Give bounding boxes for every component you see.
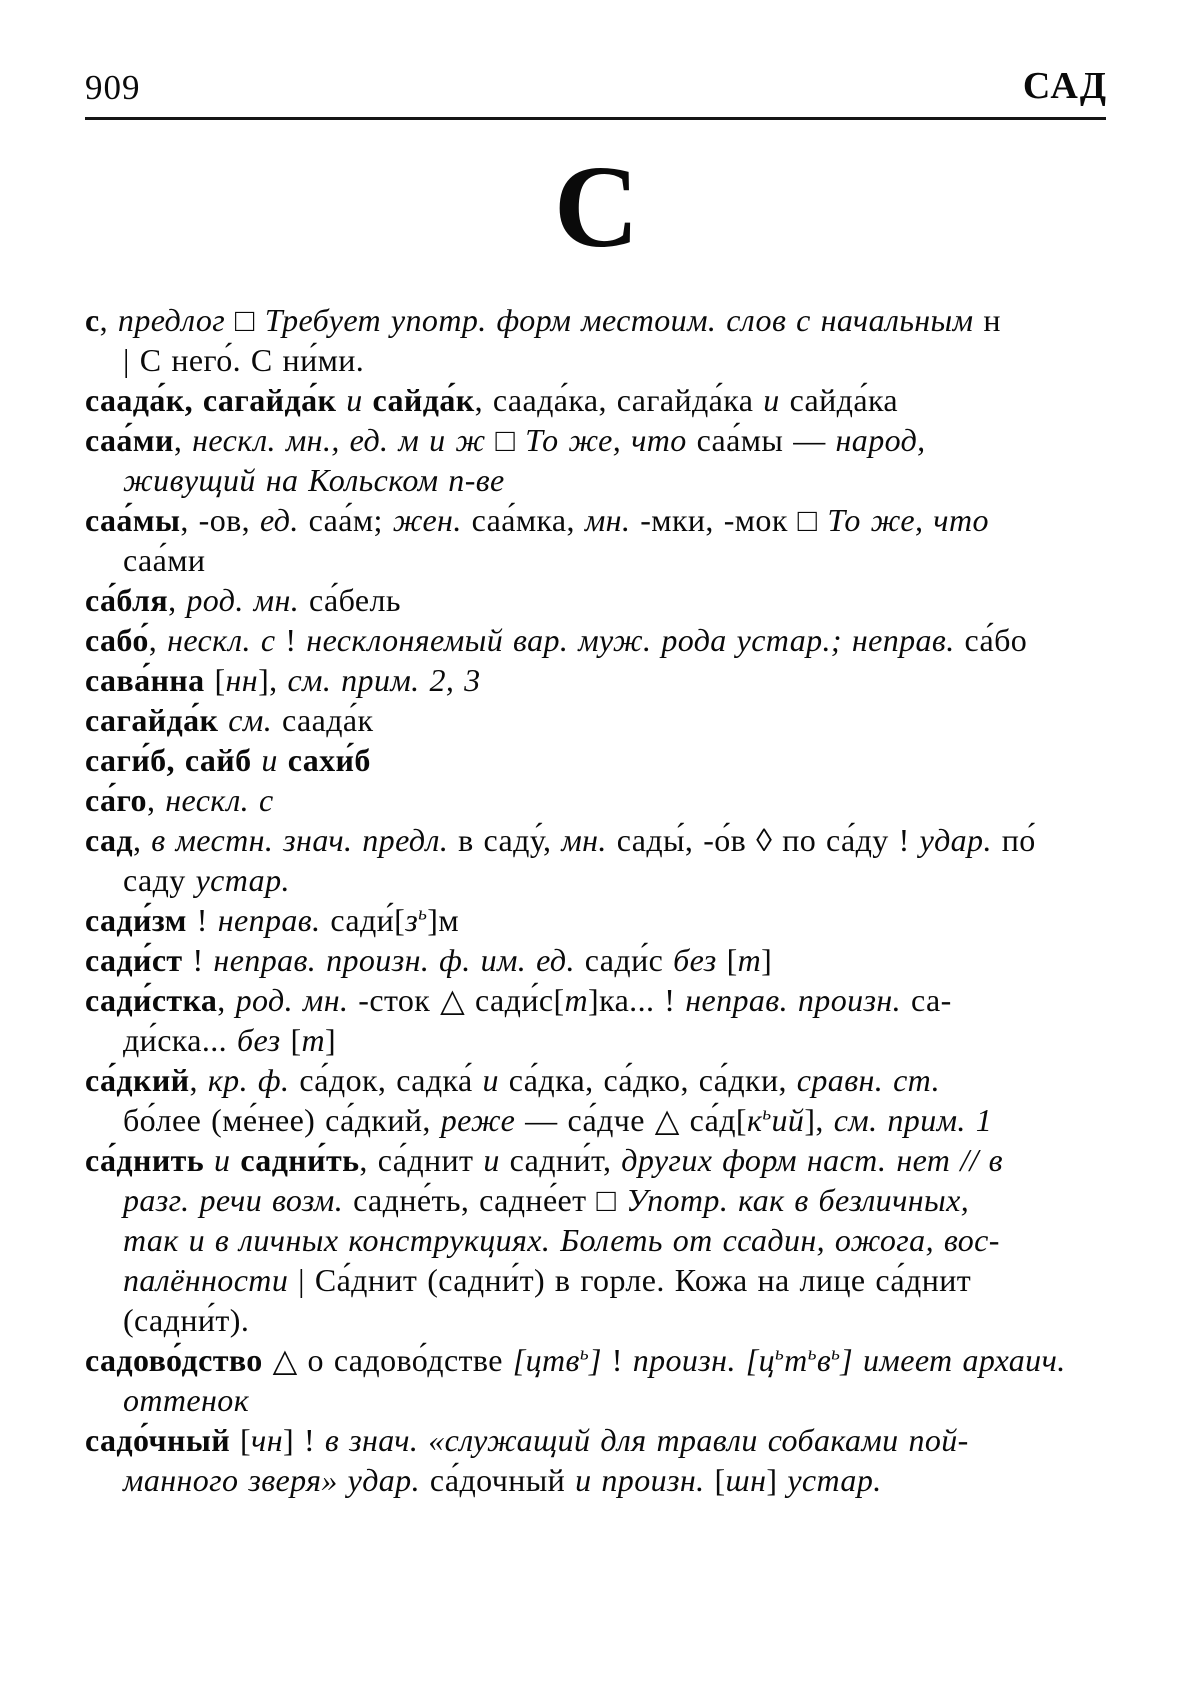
text-segment: ]ка... ! xyxy=(588,981,686,1018)
entry-first-line xyxy=(85,1060,1108,1100)
text-segment: устар. xyxy=(787,1461,882,1498)
entry-first-line xyxy=(85,1340,1108,1380)
text-segment: живущий на Кольском п-ве xyxy=(123,461,505,498)
text-segment: саа́мы — xyxy=(696,421,836,458)
entry-continuation-line xyxy=(85,540,1108,580)
text-segment: несклоняемый вар. муж. рода устар.; неправ. xyxy=(306,621,965,658)
entry-first-line xyxy=(85,980,1108,1020)
entry-first-line xyxy=(85,1140,1108,1180)
text-segment: са- xyxy=(910,981,952,1018)
text-segment: оттенок xyxy=(123,1381,250,1418)
entry-first-line xyxy=(85,780,1108,820)
text-segment: ! xyxy=(285,621,307,658)
header-rule xyxy=(85,117,1106,120)
text-segment: сади́ст xyxy=(85,941,193,978)
text-segment: [ xyxy=(726,941,738,978)
text-segment: ! xyxy=(196,901,218,938)
text-segment: чн xyxy=(251,1421,283,1458)
text-segment: сади́зм xyxy=(85,901,197,938)
text-segment: бо́лее (ме́нее) са́дкий, xyxy=(123,1101,441,1138)
text-segment: род. мн. xyxy=(186,581,310,618)
text-segment: [ xyxy=(239,1421,252,1458)
text-segment: саада́к xyxy=(282,701,374,738)
text-segment: То же, что xyxy=(827,501,989,538)
entry-continuation-line xyxy=(85,1180,1108,1220)
text-segment: саду xyxy=(123,861,196,898)
text-segment: нескл. мн., ед. м и ж xyxy=(192,421,496,458)
text-segment: △ о садово́дстве xyxy=(272,1341,513,1378)
text-segment: в знач. «служащий для травли собаками пой- xyxy=(324,1421,969,1458)
text-segment: То же, что xyxy=(525,421,697,458)
text-segment: ед. xyxy=(259,501,309,538)
text-segment: ь xyxy=(775,1343,785,1365)
entry-first-line xyxy=(85,300,1108,340)
text-segment: □ xyxy=(495,421,526,458)
text-segment: [ц xyxy=(745,1341,776,1378)
text-segment: саги́б, сайб xyxy=(85,741,262,778)
text-segment: сайда́ка xyxy=(789,381,899,418)
text-segment: ь xyxy=(418,903,428,925)
entry-continuation-line xyxy=(85,1220,1108,1260)
text-segment: — са́дче △ са́д[ xyxy=(525,1101,747,1138)
text-segment: по́ xyxy=(1001,821,1036,858)
text-segment: неправ. произн. xyxy=(685,981,911,1018)
text-segment: в xyxy=(816,1341,832,1378)
text-segment: , xyxy=(168,581,187,618)
text-segment: сад xyxy=(85,821,133,858)
text-segment: жен. xyxy=(392,501,472,538)
text-segment: удар. xyxy=(919,821,1002,858)
text-segment: и xyxy=(261,741,288,778)
text-segment: са́бель xyxy=(309,581,401,618)
text-segment: , са́днит xyxy=(359,1141,484,1178)
text-segment: садово́дство xyxy=(85,1341,273,1378)
text-segment: са́док, садка́ xyxy=(299,1061,483,1098)
text-segment: сава́нна xyxy=(85,661,215,698)
text-segment: саада́к, сагайда́к xyxy=(85,381,347,418)
text-segment: народ, xyxy=(835,421,926,458)
text-segment: саа́ми xyxy=(85,421,174,458)
text-segment: см. прим. 1 xyxy=(833,1101,993,1138)
page-number: 909 xyxy=(85,68,141,108)
text-segment: ! xyxy=(192,941,214,978)
text-segment: сравн. ст. xyxy=(796,1061,940,1098)
text-segment: са́дка, са́дко, са́дки, xyxy=(508,1061,797,1098)
text-segment: ди́ска... xyxy=(123,1021,237,1058)
text-segment: манного зверя» удар. xyxy=(123,1461,430,1498)
text-segment: ! xyxy=(611,1341,633,1378)
text-segment: са́бля xyxy=(85,581,169,618)
text-segment: сайда́к xyxy=(372,381,475,418)
text-segment: сады́, -о́в ◊ по са́ду ! xyxy=(616,821,920,858)
text-segment: , xyxy=(189,1061,208,1098)
text-segment: и произн. xyxy=(575,1461,715,1498)
entry-first-line xyxy=(85,580,1108,620)
entry-first-line xyxy=(85,820,1108,860)
entry-continuation-line xyxy=(85,1460,1108,1500)
text-segment: , саада́ка, сагайда́ка xyxy=(474,381,764,418)
entry-first-line xyxy=(85,700,1108,740)
text-segment: сади́[ xyxy=(330,901,406,938)
text-segment: Употр. как в безличных, xyxy=(626,1181,970,1218)
text-segment: ] xyxy=(840,1341,864,1378)
text-segment: ь xyxy=(807,1343,817,1365)
text-segment: неправ. xyxy=(217,901,331,938)
text-segment: без xyxy=(673,941,727,978)
text-segment: шн xyxy=(725,1461,767,1498)
entry-first-line xyxy=(85,740,1108,780)
text-segment: , -ов, xyxy=(180,501,260,538)
text-segment: ] xyxy=(761,941,773,978)
text-segment: сагайда́к xyxy=(85,701,229,738)
text-segment: к xyxy=(747,1101,763,1138)
text-segment: ] xyxy=(588,1341,612,1378)
text-segment: предлог xyxy=(117,301,236,338)
text-segment: (садни́т). xyxy=(123,1301,250,1338)
text-segment: , xyxy=(146,781,166,818)
entry-continuation-line xyxy=(85,340,1108,380)
text-segment: нн xyxy=(225,661,259,698)
text-segment: ]м xyxy=(427,901,459,938)
page-header xyxy=(85,66,1108,117)
text-segment: , xyxy=(99,301,118,338)
text-segment: в местн. знач. предл. xyxy=(151,821,459,858)
text-segment: саа́мы xyxy=(85,501,181,538)
text-segment: ] ! xyxy=(282,1421,325,1458)
text-segment: [ xyxy=(214,661,226,698)
text-segment: сади́стка xyxy=(85,981,218,1018)
text-segment: имеет архаич. xyxy=(863,1341,1066,1378)
text-segment: з xyxy=(405,901,419,938)
text-segment: садне́ть, садне́ет □ xyxy=(353,1181,627,1218)
text-segment: ь xyxy=(831,1343,841,1365)
entry-first-line xyxy=(85,660,1108,700)
text-segment: са́дкий xyxy=(85,1061,190,1098)
text-segment: са́бо xyxy=(964,621,1028,658)
text-segment: сабо́ xyxy=(85,621,149,658)
text-segment: в саду́, xyxy=(458,821,562,858)
text-segment: т xyxy=(784,1341,808,1378)
text-segment: см. xyxy=(228,701,283,738)
entry-first-line xyxy=(85,420,1108,460)
text-segment: саа́м; xyxy=(308,501,393,538)
entry-continuation-line xyxy=(85,1020,1108,1060)
text-segment: са́го xyxy=(85,781,147,818)
text-segment: т xyxy=(564,981,589,1018)
text-segment: т xyxy=(301,1021,326,1058)
text-segment: без xyxy=(236,1021,291,1058)
text-segment: см. прим. 2, 3 xyxy=(287,661,481,698)
text-segment: кр. ф. xyxy=(207,1061,300,1098)
text-segment: и xyxy=(346,381,373,418)
text-segment: садни́т, xyxy=(509,1141,622,1178)
text-segment: н xyxy=(983,301,1001,338)
text-segment: произн. xyxy=(632,1341,746,1378)
text-segment: саа́ми xyxy=(123,541,206,578)
text-segment: [цтв xyxy=(512,1341,580,1378)
text-segment: [ xyxy=(714,1461,726,1498)
entry-continuation-line xyxy=(85,860,1108,900)
text-segment: палённости xyxy=(123,1261,299,1298)
text-segment: мн. xyxy=(584,501,641,538)
entry-first-line xyxy=(85,380,1108,420)
text-segment: , xyxy=(173,421,193,458)
entry-continuation-line xyxy=(85,1300,1108,1340)
text-segment: так и в личных конструкциях. Болеть от ссадин, ожога, вос- xyxy=(123,1221,1000,1258)
entry-continuation-line xyxy=(85,460,1108,500)
text-segment: разг. речи возм. xyxy=(123,1181,354,1218)
text-segment: с xyxy=(85,301,100,338)
text-segment: ], xyxy=(804,1101,834,1138)
text-segment: и xyxy=(482,1061,509,1098)
text-segment: неправ. произн. ф. им. ед. xyxy=(213,941,585,978)
text-segment: род. мн. xyxy=(235,981,359,1018)
text-segment: Требует употр. форм местоим. слов с начальным xyxy=(264,301,984,338)
entry-first-line xyxy=(85,500,1108,540)
entry-first-line xyxy=(85,940,1108,980)
text-segment: , xyxy=(132,821,152,858)
entries xyxy=(85,300,1108,1500)
section-letter: С xyxy=(553,140,640,272)
text-segment: ] xyxy=(766,1461,788,1498)
text-segment: -мки, -мок □ xyxy=(640,501,828,538)
text-segment: ь xyxy=(762,1103,772,1125)
entry-continuation-line xyxy=(85,1380,1108,1420)
text-segment: □ xyxy=(235,301,265,338)
text-segment: саа́мка, xyxy=(471,501,585,538)
text-segment: реже xyxy=(440,1101,526,1138)
text-segment: и xyxy=(214,1141,241,1178)
entry-first-line xyxy=(85,900,1108,940)
entry-continuation-line xyxy=(85,1260,1108,1300)
text-segment: и xyxy=(483,1141,510,1178)
text-segment: са́днить xyxy=(85,1141,214,1178)
text-segment: | С него́. С ни́ми. xyxy=(123,341,365,378)
guide-word: САД xyxy=(1022,65,1108,107)
text-segment: , xyxy=(148,621,168,658)
text-segment: ] xyxy=(325,1021,337,1058)
entry-first-line xyxy=(85,1420,1108,1460)
text-segment: са́дочный xyxy=(429,1461,576,1498)
text-segment: и xyxy=(763,381,790,418)
text-segment: нескл. с xyxy=(165,781,274,818)
text-segment: сади́с xyxy=(584,941,674,978)
text-segment: устар. xyxy=(195,861,290,898)
text-segment: нескл. с xyxy=(167,621,286,658)
entry-continuation-line xyxy=(85,1100,1108,1140)
text-segment: [ xyxy=(290,1021,302,1058)
text-segment: ], xyxy=(258,661,288,698)
text-segment: мн. xyxy=(561,821,617,858)
text-segment: сахи́б xyxy=(287,741,371,778)
text-segment: ий xyxy=(771,1101,805,1138)
text-segment: -сток △ сади́с[ xyxy=(358,981,565,1018)
text-segment: т xyxy=(737,941,762,978)
entry-first-line xyxy=(85,620,1108,660)
text-segment: | Са́днит (садни́т) в горле. Кожа на лице са́днит xyxy=(298,1261,972,1298)
text-segment: садни́ть xyxy=(240,1141,360,1178)
text-segment: ь xyxy=(579,1343,589,1365)
text-segment: , xyxy=(217,981,236,1018)
text-segment: садо́чный xyxy=(85,1421,240,1458)
text-segment: других форм наст. нет // в xyxy=(621,1141,1003,1178)
